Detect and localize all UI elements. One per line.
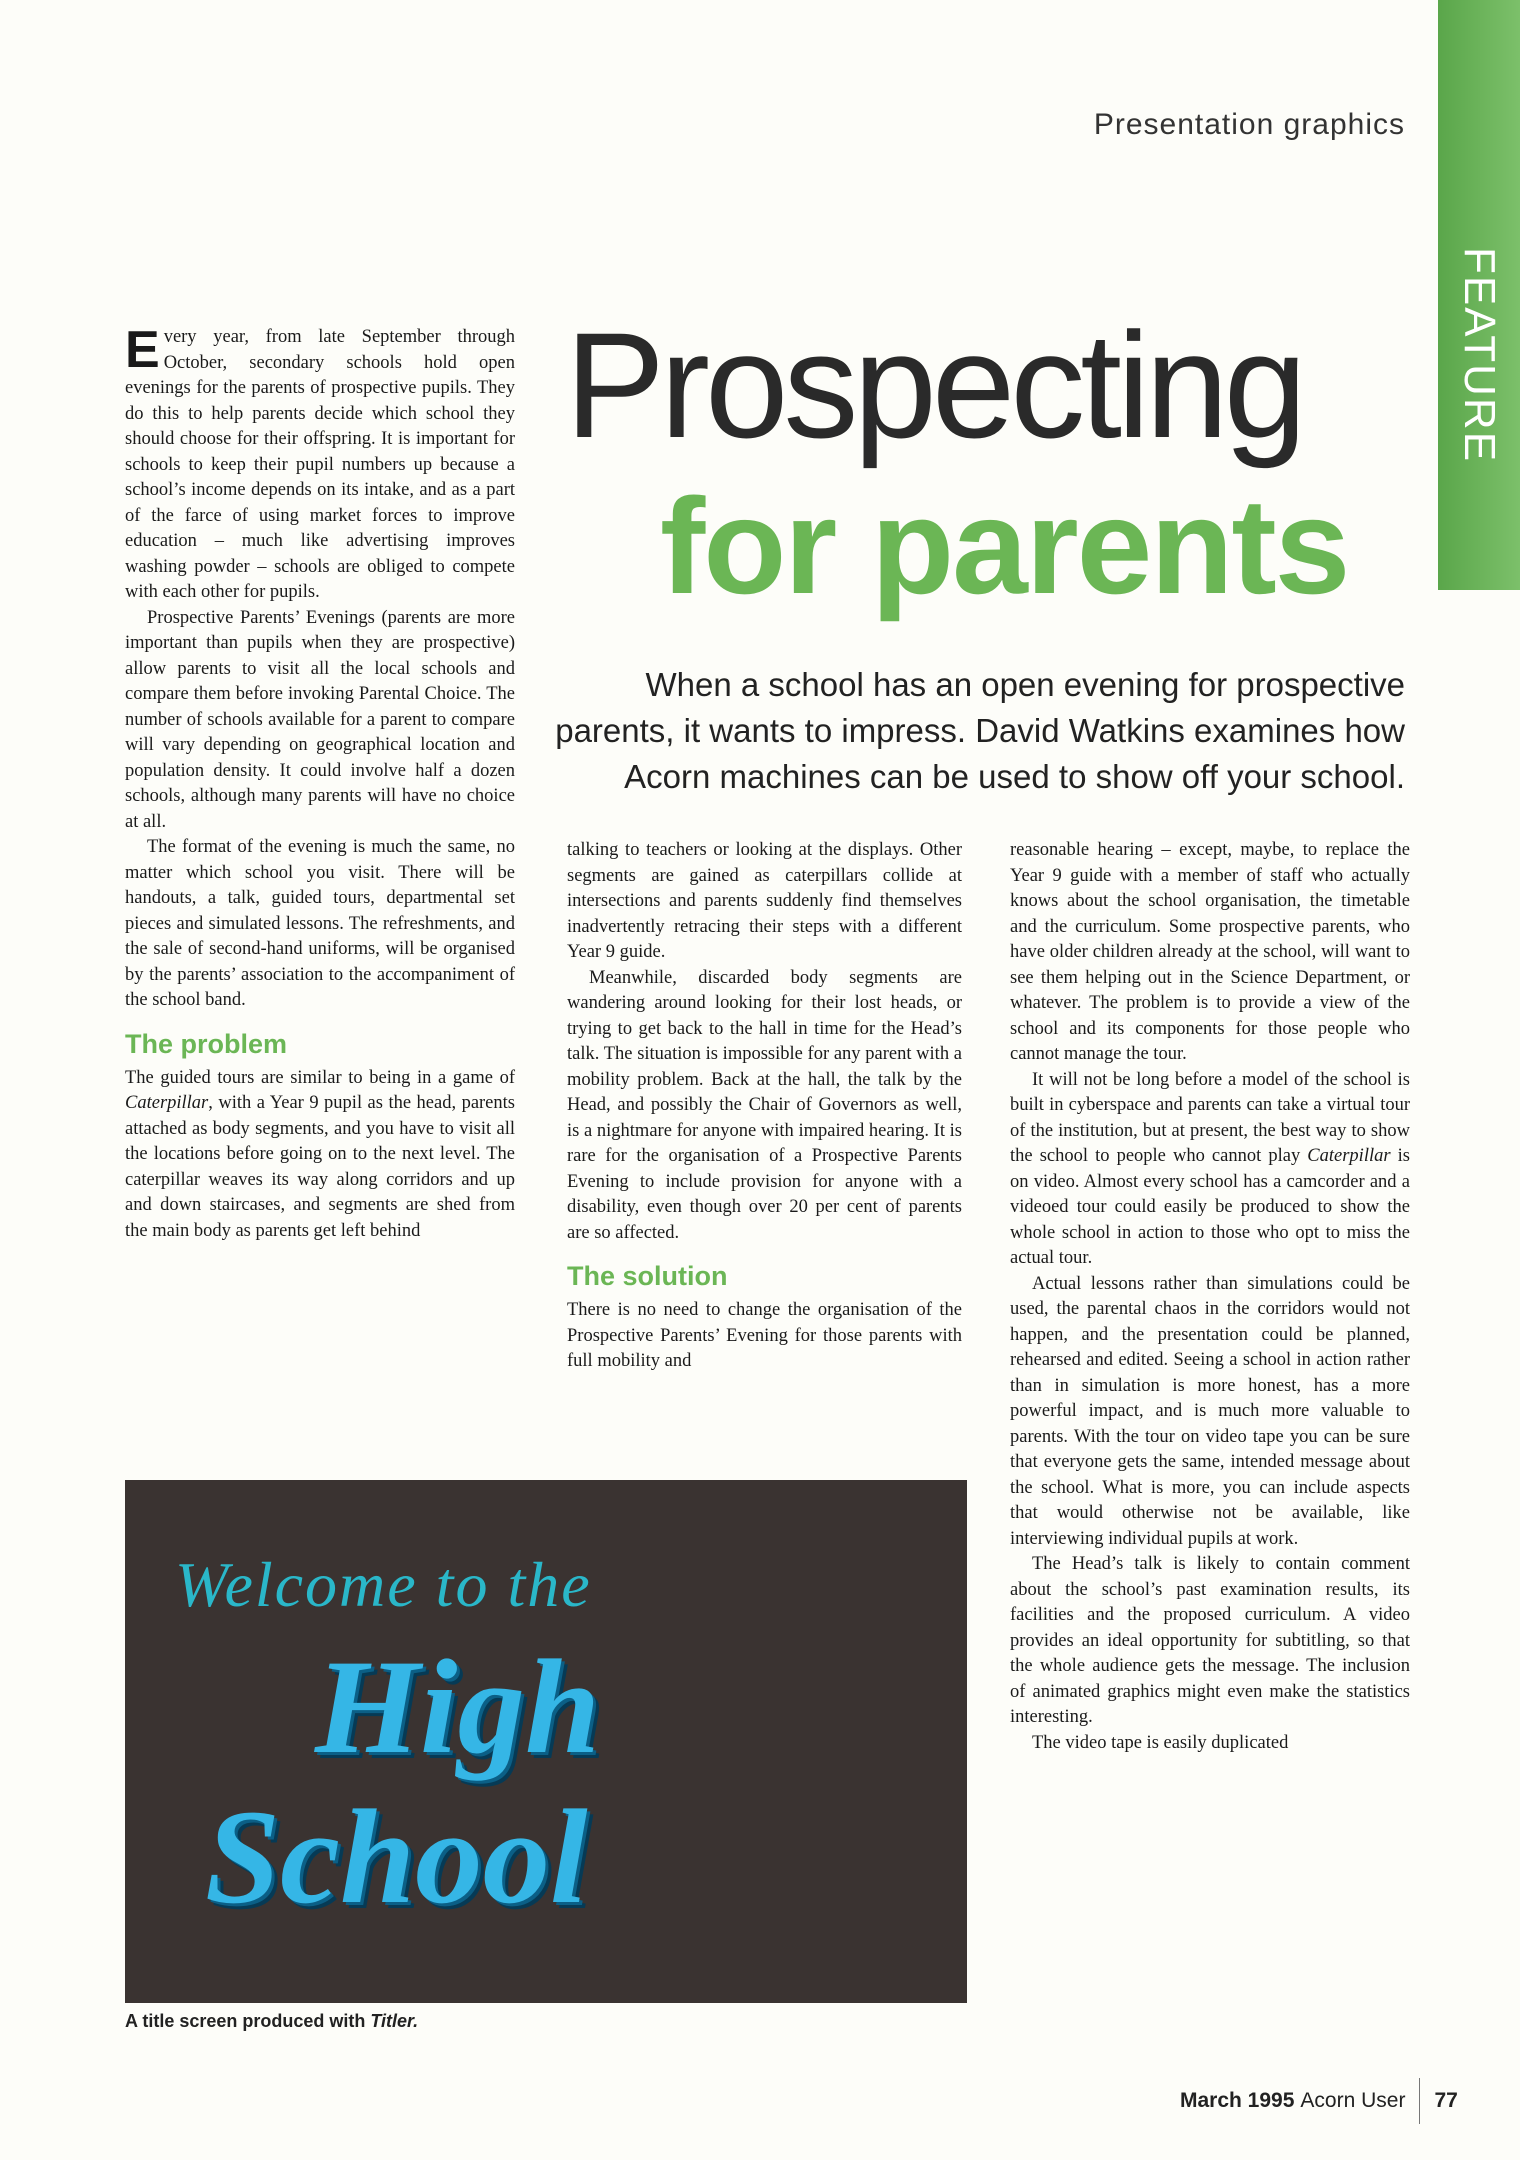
figure-school-text: School [205,1783,588,1932]
drop-cap: E [125,321,160,379]
paragraph: Prospective Parents’ Evenings (parents are more important than pupils when they are prospective) allow parents to visit all the local schools and compare them before invoking Parental Choice. The number of schools available for a parent to compare will vary depending on geographical location and population density. It could involve half a dozen schools, although many parents will have no choice at all. [125,607,515,832]
paragraph: Meanwhile, discarded body segments are wandering around looking for their lost heads, or trying to get back to the hall in time for the Head’s talk. The situation is impossible for any parent with a mobility problem. Back at the hall, the talk by the Head, and possibly the Chair of Governors as well, is a nightmare for anyone with impaired hearing. It is rare for the organisation of a Prospective Parents Evening to include provision for anyone with a disability, even though over 20 per cent of parents are so affected. [567,967,962,1243]
feature-tab [1438,0,1520,590]
article-column-1 [125,321,515,1244]
subheading-solution: The solution [567,1261,728,1291]
figure-caption: A title screen produced with Titler. [125,2011,419,2031]
title-screen-image [125,1480,967,2003]
footer-divider [1419,2078,1420,2124]
page-number: 77 [1434,2089,1458,2112]
paragraph: Every year, from late September through October, secondary schools hold open evenings for the parents of prospective pupils. They do this to help parents decide which school they should choose for their offspring. It is important for schools to keep their pupil numbers up because a school’s income depends on its intake, and as a part of the farce of using market forces to improve education – much like advertising improves washing powder – schools are obliged to compete with each other for pupils. [125,321,515,602]
paragraph: It will not be long before a model of the school is built in cyberspace and parents can take a virtual tour of the institution, but at present, the best way to show the school to people who cannot play Caterpillar is on video. Almost every school has a camcorder and a videoed tour could easily be produced to show the whole school in action to those who opt to miss the actual tour. [1010,1069,1410,1268]
section-label: Presentation graphics [1093,108,1405,141]
paragraph: reasonable hearing – except, maybe, to replace the Year 9 guide with a member of staff who actually knows about the school organisation, the timetable and the curriculum. Some prospective parents, who have older children already at the school, will want to see them helping out in the Science Department, or whatever. The problem is to provide a view of the school and its components for those people who cannot manage the tour. [1010,840,1410,1064]
headline-line2: for parents [660,470,1349,622]
paragraph: There is no need to change the organisation of the Prospective Parents’ Evening for those parents with full mobility and [567,1300,962,1371]
paragraph: The Head’s talk is likely to contain comment about the school’s past examination results, its facilities and the proposed curriculum. A video provides an ideal opportunity for subtitling, so that the whole audience gets the message. The inclusion of animated graphics might even make the statistics interesting. [1010,1554,1410,1727]
paragraph: Actual lessons rather than simulations could be used, the parental chaos in the corridors would not happen, and the presentation could be planned, rehearsed and edited. Seeing a school in action rather than in simulation is more honest, has a more powerful impact, and is much more valuable to parents. With the tour on video tape you can be sure that everyone gets the same, intended message about the school. What is more, you can include aspects that would otherwise not be available, like interviewing individual pupils at work. [1010,1273,1410,1549]
paragraph: talking to teachers or looking at the displays. Other segments are gained as caterpillars collide at intersections and parents suddenly find themselves inadvertently retracing their steps with a different Year 9 guide. [567,840,962,962]
paragraph: The video tape is easily duplicated [1032,1732,1289,1753]
article-column-3 [1010,838,1410,1756]
magazine-name: Acorn User [1300,2089,1406,2112]
standfirst: When a school has an open evening for prospective parents, it wants to impress. David Watkins examines how Acorn machines can be used to show off your school. [555,666,1405,795]
headline-line1: Prospecting [565,301,1303,469]
article-column-2 [567,838,962,1375]
subheading-problem: The problem [125,1028,288,1059]
figure-welcome-text: Welcome to the [175,1549,592,1620]
issue-date: March 1995 [1180,2089,1295,2112]
paragraph: The guided tours are similar to being in a game of Caterpillar, with a Year 9 pupil as the head, parents attached as body segments, and you have to visit all the locations before going on to the next level. The caterpillar weaves its way along corridors and up and down staircases, and segments are shed from the main body as parents get left behind [125,1067,515,1241]
page-footer [1180,2078,1458,2124]
feature-tab-label: FEATURE [1455,246,1504,464]
figure-high-text: High [315,1633,601,1782]
paragraph: The format of the evening is much the same, no matter which school you visit. There will be handouts, a talk, guided tours, departmental set pieces and simulated lessons. The refreshments, and the sale of second-hand uniforms, will be organised by the parents’ association to the accompaniment of the school band. [125,837,515,1010]
